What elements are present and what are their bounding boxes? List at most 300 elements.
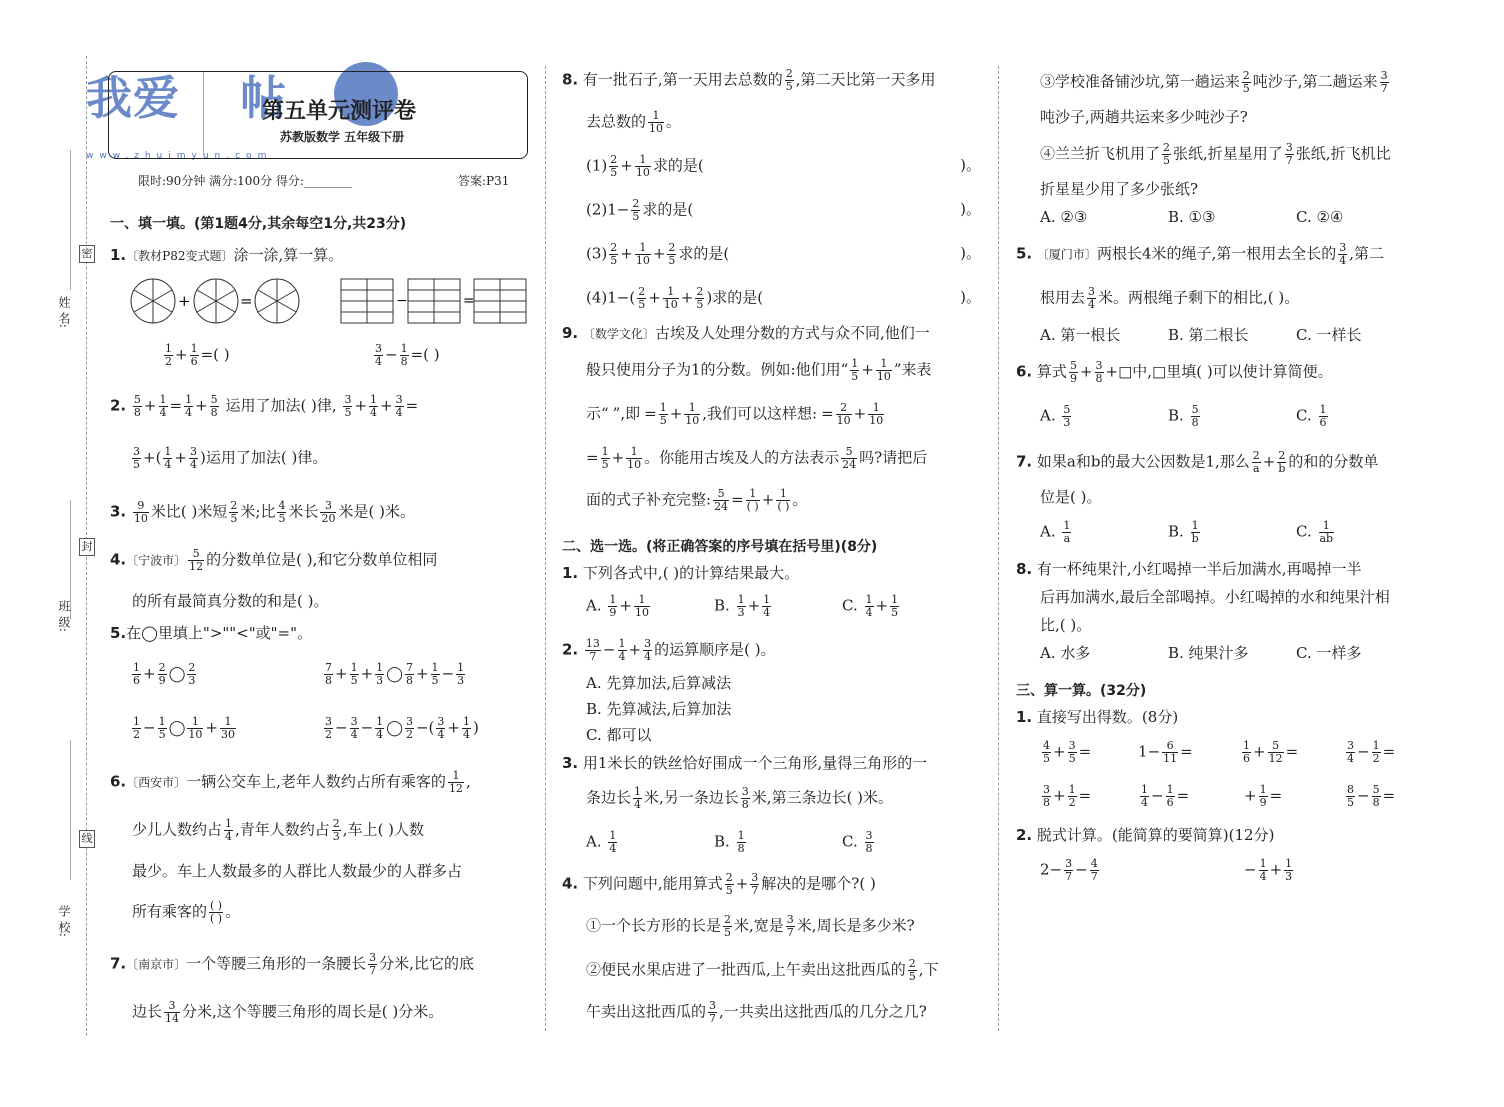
fraction (229, 500, 238, 525)
denominator: 5 (158, 728, 166, 741)
calc-5: $\frac{3}{8}$ + $\frac{1}{2}$ = (1043, 783, 1092, 809)
numerator: 1 (1141, 783, 1148, 796)
calc-6: $\frac{1}{4}$ − $\frac{1}{6}$ = (1141, 783, 1190, 809)
c3-line-2: 条边长 $\frac{1}{4}$ 米,另一条边长 $\frac{3}{8}$ 米,第三条边长( )米。 (586, 785, 894, 811)
numerator: 1 (133, 715, 140, 728)
q4-line-2: 的所有最简真分数的和是( )。 (132, 592, 329, 610)
denominator: 2 (325, 728, 332, 741)
fraction (608, 594, 617, 619)
numerator: 1 (1191, 519, 1199, 532)
numerator: 6 (1162, 740, 1178, 753)
denominator: 6 (1319, 416, 1327, 429)
fraction (659, 402, 668, 427)
denominator: 5 (851, 370, 859, 383)
denominator: 4 (644, 650, 652, 663)
calc-3: $\frac{1}{6}$ + $\frac{5}{12}$ = (1243, 739, 1299, 765)
fraction (132, 662, 141, 687)
q1-expr-2: $\frac{3}{4}$ − $\frac{1}{8}$ =( ) (375, 342, 440, 368)
c4-option-c: C. ②④ (1296, 208, 1344, 226)
numerator: 3 (751, 871, 759, 884)
fraction (633, 786, 642, 811)
denominator: 4 (634, 798, 642, 811)
numerator: 2 (188, 661, 196, 674)
denominator: ( ) (746, 500, 759, 513)
numerator: 4 (278, 499, 286, 512)
denominator: 2 (1068, 796, 1076, 809)
fraction (1252, 450, 1261, 475)
fraction (159, 394, 168, 419)
numerator: 2 (836, 402, 852, 415)
denominator: a (1063, 532, 1071, 545)
denominator: 10 (627, 458, 642, 471)
numerator: 7 (405, 661, 413, 674)
numerator: 5 (188, 548, 204, 561)
denominator: ( ) (777, 500, 790, 513)
denominator: 10 (869, 414, 884, 427)
numerator: 2 (696, 285, 704, 298)
fraction (1162, 740, 1178, 765)
fraction (1166, 784, 1175, 809)
c1-option-c: C. $\frac{1}{4}$ + $\frac{1}{5}$ (842, 593, 899, 619)
numerator: 1 (1372, 739, 1380, 752)
denominator: 12 (189, 560, 204, 573)
denominator: 6 (133, 674, 140, 687)
fraction (405, 716, 414, 741)
fraction (635, 242, 651, 267)
numerator: 3 (1043, 783, 1050, 796)
numerator: 3 (741, 785, 749, 798)
fraction (723, 914, 732, 939)
fraction (374, 343, 383, 368)
denominator: ab (1319, 532, 1334, 545)
numerator: 1 (376, 661, 384, 674)
denominator: 4 (1259, 870, 1267, 883)
denominator: 10 (635, 166, 650, 179)
title-divider (203, 72, 204, 156)
c5-option-b: B. 第二根长 (1168, 326, 1249, 344)
numerator: 1 (448, 770, 464, 783)
q4-line-1: 4.〔宁波市〕 $\frac{5}{12}$ 的分数单位是( ),和它分数单位相同 (110, 547, 438, 573)
fraction (1064, 858, 1073, 883)
denominator: 4 (1141, 796, 1148, 809)
calc-2: 1− $\frac{6}{11}$ = (1138, 739, 1193, 765)
fraction (395, 394, 404, 419)
fraction (1062, 520, 1071, 545)
numerator: ( ) (210, 899, 223, 912)
fraction (1268, 740, 1284, 765)
q5-compare-3: $\frac{1}{2}$ − $\frac{1}{5}$ ◯ $\frac{1}{10}$ + $\frac{1}{30}$ (133, 715, 235, 741)
numerator: 1 (158, 715, 166, 728)
c5-option-a: A. 第一根长 (1040, 326, 1121, 344)
numerator: 2 (725, 871, 733, 884)
numerator: 1 (190, 342, 198, 355)
numerator: 3 (325, 715, 332, 728)
k1-title: 1. 直接写出得数。(8分) (1016, 708, 1179, 726)
fraction (188, 548, 204, 573)
denominator: b (1278, 462, 1286, 475)
q2-line-1: 2. $\frac{5}{8}$ + $\frac{1}{4}$ = $\frac{1}{4}$ + $\frac{5}{8}$ 运用了加法( )律, $\frac{3}{5}$ + $\frac{1}{4}$ + $\frac{3}{4}$ = (110, 393, 419, 419)
fraction (1319, 404, 1328, 429)
denominator: 9 (158, 674, 166, 687)
c6-option-a: A. $\frac{5}{3}$ (1040, 403, 1071, 429)
denominator: 4 (865, 606, 873, 619)
numerator: 3 (786, 913, 794, 926)
c6-option-c: C. $\frac{1}{6}$ (1296, 403, 1327, 429)
denominator: 24 (842, 458, 857, 471)
stepcalc-1: 2− $\frac{3}{7}$ − $\frac{4}{7}$ (1040, 857, 1098, 883)
denominator: 3 (457, 674, 465, 687)
fraction (369, 394, 378, 419)
numerator: 3 (1068, 739, 1076, 752)
numerator: 2 (638, 285, 646, 298)
c8-option-a: A. 水多 (1040, 644, 1091, 662)
q8-item-4: (4)1−( $\frac{2}{5}$ + $\frac{1}{10}$ + $\frac{2}{5}$ )求的是( )。 (586, 285, 981, 311)
denominator: 4 (376, 728, 384, 741)
numerator: 13 (585, 637, 600, 650)
fraction (1068, 740, 1077, 765)
c5-line-2: 根用去 $\frac{3}{4}$ 米。两根绳子剩下的相比,( )。 (1040, 285, 1300, 311)
fraction (1042, 784, 1051, 809)
c4-item-2-line-2: 午卖出这批西瓜的 $\frac{3}{7}$ ,一共卖出这批西瓜的几分之几? (586, 999, 927, 1025)
denominator: 7 (751, 884, 759, 897)
denominator: 4 (370, 406, 378, 419)
numerator: 3 (395, 393, 403, 406)
circle-diagram-1 (131, 279, 175, 323)
q1: 1.〔教材P82变式题〕涂一涂,算一算。 (110, 246, 344, 264)
denominator: 5 (1163, 154, 1171, 167)
denominator: 8 (405, 674, 413, 687)
numerator: 3 (344, 393, 352, 406)
fraction (163, 446, 172, 471)
fraction (609, 154, 618, 179)
circle-diagram-2 (194, 279, 238, 323)
numerator: 1 (164, 445, 172, 458)
numerator: 2 (668, 241, 676, 254)
numerator: 3 (350, 715, 358, 728)
c3-option-a: A. $\frac{1}{4}$ (586, 829, 617, 855)
c8-option-c: C. 一样多 (1296, 644, 1362, 662)
denominator: 10 (635, 254, 650, 267)
c2-question: 2. $\frac{13}{7}$ − $\frac{1}{4}$ + $\frac{3}{4}$ 的运算顺序是( )。 (562, 637, 776, 663)
numerator: 3 (1065, 857, 1073, 870)
numerator: 1 (626, 446, 642, 459)
denominator: 10 (685, 414, 700, 427)
q8-line-1: 8. 有一批石子,第一天用去总数的 $\frac{2}{5}$ ,第二天比第一天多用 (562, 67, 936, 93)
denominator: 5 (1043, 752, 1050, 765)
fraction (1242, 740, 1251, 765)
seal-char-xian: 线 (79, 830, 95, 848)
fraction (1062, 404, 1071, 429)
q6-line-4: 所有乘客的 ( ) ( ) 。 (132, 899, 241, 925)
fraction (1090, 858, 1099, 883)
numerator: 1 (370, 393, 378, 406)
denominator: 4 (350, 728, 358, 741)
denominator: 5 (230, 512, 238, 525)
numerator: 1 (376, 715, 384, 728)
svg-text:−: − (396, 293, 408, 309)
circle-diagram-3 (255, 279, 299, 323)
numerator: 5 (1372, 783, 1380, 796)
denominator: a (1253, 462, 1260, 475)
fraction (1095, 360, 1104, 385)
denominator: 5 (632, 210, 640, 223)
fraction (648, 110, 664, 135)
q9-line-1: 9. 〔数学文化〕古埃及人处理分数的方式与众不同,他们一 (562, 324, 930, 342)
watermark-logo-text: 我爱 帖 (86, 71, 287, 125)
denominator: 4 (462, 728, 470, 741)
numerator: 5 (1069, 359, 1077, 372)
fraction (158, 716, 167, 741)
denominator: 10 (836, 414, 851, 427)
fraction (750, 872, 759, 897)
denominator: 7 (369, 964, 377, 977)
denominator: 4 (159, 406, 167, 419)
fraction (1284, 858, 1293, 883)
denominator: 9 (1069, 372, 1077, 385)
fraction (841, 446, 857, 471)
fraction (133, 394, 142, 419)
fraction (868, 402, 884, 427)
c2-option-c: C. 都可以 (586, 726, 652, 744)
denominator: 10 (188, 728, 203, 741)
fraction (713, 488, 729, 513)
numerator: 3 (437, 715, 445, 728)
fraction (350, 716, 359, 741)
numerator: 1 (746, 488, 760, 501)
fraction (785, 68, 794, 93)
calc-4: $\frac{3}{4}$ − $\frac{1}{2}$ = (1347, 739, 1396, 765)
numerator: 1 (763, 593, 771, 606)
numerator: 1 (1063, 519, 1071, 532)
numerator: 5 (1268, 740, 1284, 753)
q5-compare-2: $\frac{7}{8}$ + $\frac{1}{5}$ + $\frac{1}{3}$ ◯ $\frac{7}{8}$ + $\frac{1}{5}$ − $\frac{1}{3}$ (325, 661, 465, 687)
q9-line-2: 般只使用分子为1的分数。例如:他们用“ $\frac{1}{5}$ + $\frac{1}{10}$ ”来表 (586, 357, 932, 383)
denominator: 5 (350, 674, 358, 687)
denominator: 5 (668, 254, 676, 267)
fraction (187, 662, 196, 687)
fraction (634, 594, 650, 619)
c3-option-c: C. $\frac{3}{8}$ (842, 829, 873, 855)
fraction (762, 594, 771, 619)
numerator: 5 (133, 393, 141, 406)
denominator: 6 (1166, 796, 1174, 809)
c3-option-b: B. $\frac{1}{8}$ (714, 829, 745, 855)
numerator: 2 (230, 499, 238, 512)
fraction (1191, 520, 1200, 545)
denominator: 3 (1285, 870, 1293, 883)
denominator: 4 (185, 406, 193, 419)
numerator: 3 (375, 342, 382, 355)
fraction (1346, 784, 1355, 809)
fraction (187, 716, 203, 741)
svg-text:+: + (178, 292, 191, 310)
numerator: 1 (220, 716, 236, 729)
denominator: 7 (1090, 870, 1098, 883)
page-title: 第五单元测评卷 (262, 99, 417, 124)
c7-option-b: B. $\frac{1}{b}$ (1168, 519, 1199, 545)
c3-line-1: 3. 用1米长的铁丝恰好围成一个三角形,量得三角形的一 (562, 754, 928, 772)
denominator: 14 (165, 1012, 180, 1025)
k2-title: 2. 脱式计算。(能简算的要简算)(12分) (1016, 826, 1275, 844)
q8-item-2: (2)1− $\frac{2}{5}$ 求的是( )。 (586, 197, 981, 223)
numerator: 4 (1043, 739, 1050, 752)
stepcalc-2: − $\frac{1}{4}$ + $\frac{1}{3}$ (1244, 857, 1293, 883)
denominator: 8 (400, 355, 408, 368)
denominator: 10 (649, 122, 664, 135)
denominator: 3 (332, 830, 340, 843)
fraction (585, 638, 601, 663)
numerator: 3 (369, 951, 377, 964)
fraction (608, 830, 617, 855)
q9-line-3: 示“ ”,即 = $\frac{1}{5}$ + $\frac{1}{10}$ ,我们可以这样想: = $\frac{2}{10}$ + $\frac{1}{10}$ (586, 401, 884, 427)
denominator: 5 (891, 606, 899, 619)
denominator: 8 (737, 842, 745, 855)
fraction (132, 716, 141, 741)
denominator: 4 (395, 406, 403, 419)
fraction (737, 594, 746, 619)
q1-expr-1: $\frac{1}{2}$ + $\frac{1}{6}$ =( ) (165, 342, 230, 368)
fraction (643, 638, 652, 663)
fraction (618, 638, 627, 663)
numerator: 1 (737, 593, 745, 606)
denominator: 7 (786, 926, 794, 939)
denominator: 5 (278, 512, 286, 525)
c7-line-1: 7. 如果a和b的最大公因数是1,那么 $\frac{2}{a}$ + $\frac{2}{b}$ 的和的分数单 (1016, 449, 1379, 475)
numerator: 3 (709, 999, 717, 1012)
name-label: 姓 名: (57, 296, 71, 328)
numerator: 3 (164, 1000, 180, 1013)
column-divider-1 (545, 66, 546, 1031)
numerator: 1 (684, 402, 700, 415)
fraction (1285, 142, 1294, 167)
c1-option-a: A. $\frac{1}{9}$ + $\frac{1}{10}$ (586, 593, 649, 619)
fraction (725, 872, 734, 897)
numerator: 3 (1347, 739, 1354, 752)
numerator: 5 (1191, 403, 1199, 416)
numerator: 1 (876, 358, 892, 371)
c4-item-2-line-1: ②便民水果店进了一批西瓜,上午卖出这批西瓜的 $\frac{2}{5}$ ,下 (586, 957, 939, 983)
numerator: 2 (632, 197, 640, 210)
fraction (890, 594, 899, 619)
numerator: 1 (165, 342, 172, 355)
numerator: 1 (776, 488, 790, 501)
q7-line-2: 边长 $\frac{3}{14}$ 分米,这个等腰三角形的周长是( )分米。 (132, 999, 444, 1025)
denominator: 3 (737, 606, 745, 619)
answer-ref: 答案:P31 (458, 174, 510, 188)
denominator: 5 (344, 406, 352, 419)
numerator: 1 (659, 401, 667, 414)
fraction (737, 830, 746, 855)
fraction (601, 446, 610, 471)
svg-text:=: = (463, 293, 475, 309)
q3: 3. $\frac{9}{10}$ 米比( )米短 $\frac{2}{5}$ 米;比 $\frac{4}{5}$ 米长 $\frac{3}{20}$ 米是( )米。 (110, 499, 415, 525)
denominator: 5 (133, 458, 140, 471)
denominator: 5 (1068, 752, 1076, 765)
c7-option-c: C. $\frac{1}{ab}$ (1296, 519, 1334, 545)
numerator: 1 (1243, 739, 1250, 752)
c4-item-3-line-1: ③学校准备铺沙坑,第一趟运来 $\frac{2}{5}$ 吨沙子,第二趟运来 $\frac{3}{7}$ (1040, 69, 1388, 95)
denominator: 7 (1380, 82, 1388, 95)
exam-meta: 限时:90分钟 满分:100分 得分:________ (138, 174, 352, 188)
fraction (684, 402, 700, 427)
denominator: 8 (1372, 796, 1380, 809)
section-3-title: 三、算一算。(32分) (1016, 683, 1147, 699)
q8-item-3: (3) $\frac{2}{5}$ + $\frac{1}{10}$ + $\frac{2}{5}$ 求的是( )。 (586, 241, 981, 267)
denominator: ( ) (210, 912, 223, 925)
c2-option-a: A. 先算加法,后算减法 (586, 674, 732, 692)
c8-option-b: B. 纯果汁多 (1168, 644, 1249, 662)
q2-line-2: $\frac{3}{5}$ +( $\frac{1}{4}$ + $\frac{3}{4}$ )运用了加法( )律。 (133, 445, 328, 471)
denominator: 10 (876, 370, 891, 383)
numerator: 9 (133, 500, 149, 513)
denominator: 10 (663, 298, 678, 311)
c1-question: 1. 下列各式中,( )的计算结果最大。 (562, 564, 800, 582)
numerator: 1 (635, 154, 651, 167)
numerator: 3 (644, 637, 652, 650)
numerator: 1 (187, 716, 203, 729)
c5-line-1: 5. 〔厦门市〕两根长4米的绳子,第一根用去全长的 $\frac{3}{4}$ ,第二 (1016, 241, 1385, 267)
numerator: 5 (210, 393, 218, 406)
c4-option-a: A. ②③ (1040, 208, 1088, 226)
numerator: 1 (457, 661, 465, 674)
q5-compare-1: $\frac{1}{6}$ + $\frac{2}{9}$ ◯ $\frac{2}{3}$ (133, 661, 196, 687)
fraction (631, 198, 640, 223)
c7-line-2: 位是( )。 (1040, 488, 1102, 506)
calc-8: $\frac{8}{5}$ − $\frac{5}{8}$ = (1347, 783, 1396, 809)
q5-compare-4: $\frac{3}{2}$ − $\frac{3}{4}$ − $\frac{1}{4}$ ◯ $\frac{3}{2}$ −( $\frac{3}{4}$ + $\frac{1}{4}$ ) (325, 715, 479, 741)
denominator: 8 (1043, 796, 1050, 809)
denominator: 5 (659, 414, 667, 427)
q9-line-4: = $\frac{1}{5}$ + $\frac{1}{10}$ 。你能用古埃及人的方法表示 $\frac{5}{24}$ 吗?请把后 (586, 445, 928, 471)
fraction (836, 402, 852, 427)
fraction (1372, 740, 1381, 765)
c8-line-2: 后再加满水,最后全部喝掉。小红喝掉的水和纯果汁相 (1040, 588, 1390, 606)
numerator: 1 (737, 829, 745, 842)
numerator: 1 (609, 829, 617, 842)
denominator: 4 (375, 355, 382, 368)
fraction (1372, 784, 1381, 809)
numerator: 1 (648, 110, 664, 123)
denominator: 10 (634, 606, 649, 619)
fraction (609, 242, 618, 267)
numerator: 2 (724, 913, 732, 926)
seal-char-mi: 密 (79, 245, 95, 263)
fraction (876, 358, 892, 383)
calc-1: $\frac{4}{5}$ + $\frac{3}{5}$ = (1043, 739, 1092, 765)
denominator: 4 (1339, 254, 1347, 267)
numerator: 1 (865, 593, 873, 606)
fraction (1346, 740, 1355, 765)
fraction (343, 394, 352, 419)
section-1-title: 一、填一填。(第1题4分,其余每空1分,共23分) (110, 216, 407, 232)
numerator: 1 (635, 242, 651, 255)
c8-line-3: 比,( )。 (1040, 616, 1092, 634)
denominator: 8 (741, 798, 749, 811)
fraction (1191, 404, 1200, 429)
denominator: 2 (165, 355, 172, 368)
denominator: 3 (376, 674, 384, 687)
fraction (1069, 360, 1078, 385)
fraction (190, 343, 199, 368)
fraction (332, 818, 341, 843)
fraction (865, 830, 874, 855)
numerator: 3 (320, 500, 336, 513)
denominator: 8 (210, 406, 218, 419)
fraction (456, 662, 465, 687)
fraction (324, 662, 333, 687)
numerator: 3 (405, 715, 413, 728)
fraction (908, 958, 917, 983)
